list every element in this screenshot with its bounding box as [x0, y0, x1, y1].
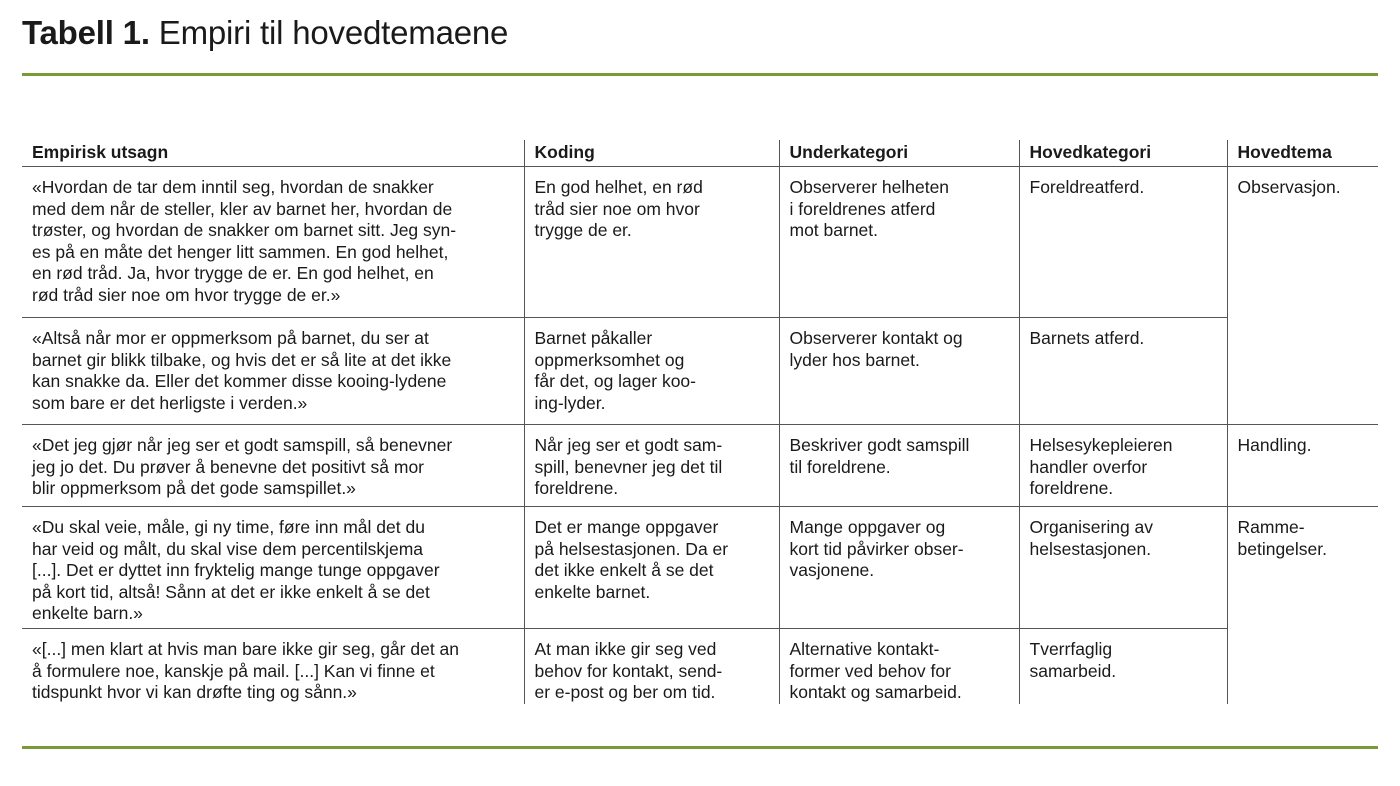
header-coding: Koding — [524, 140, 779, 167]
cell-line: barnet gir blikk tilbake, og hvis det er så lite at det ikke — [32, 349, 452, 370]
table-number: Tabell 1. — [22, 14, 150, 51]
cell-line: Observerer kontakt og — [789, 328, 963, 348]
cell-line: «Det jeg gjør når jeg ser et godt samspill, så benevner — [32, 435, 453, 455]
cell-line: samarbeid. — [1029, 660, 1117, 681]
cell-line: enkelte barnet. — [534, 581, 651, 602]
cell-subcategory — [779, 167, 1019, 318]
cell-line: er e-post og ber om tid. — [534, 682, 716, 702]
cell-line: foreldrene. — [534, 478, 619, 498]
cell-line: til foreldrene. — [789, 456, 891, 477]
cell-line: på helsestasjonen. Da er — [534, 538, 729, 559]
table-row — [22, 318, 1378, 425]
cell-coding — [524, 507, 779, 629]
cell-line: handler overfor — [1029, 456, 1148, 477]
top-rule — [22, 73, 1378, 76]
cell-line: blir oppmerksom på det gode samspillet.» — [32, 478, 356, 498]
cell-statement — [22, 507, 524, 629]
cell-line: Ramme- — [1237, 517, 1305, 537]
cell-line: former ved behov for — [789, 660, 951, 681]
cell-line: Mange oppgaver og — [789, 517, 946, 537]
cell-statement — [22, 629, 524, 704]
cell-line: «Hvordan de tar dem inntil seg, hvordan de snakker — [32, 177, 434, 197]
header-main-category: Hovedkategori — [1019, 140, 1227, 167]
cell-line: å formulere noe, kanskje på mail. [...] Kan vi finne et — [32, 660, 435, 681]
header-row — [22, 140, 1378, 167]
cell-line: Når jeg ser et godt sam- — [534, 435, 723, 455]
table-title — [22, 14, 508, 52]
cell-line: kan snakke da. Eller det kommer disse kooing-lydene — [32, 371, 447, 391]
data-table — [22, 140, 1378, 704]
cell-coding — [524, 318, 779, 425]
cell-line: en rød tråd. Ja, hvor trygge de er. En god helhet, en — [32, 263, 434, 283]
cell-line: oppmerksomhet og — [534, 349, 685, 370]
cell-line: Helsesykepleieren — [1029, 435, 1173, 455]
cell-line: kort tid påvirker obser- — [789, 538, 964, 559]
cell-line: det ikke enkelt å se det — [534, 560, 714, 580]
cell-coding — [524, 167, 779, 318]
table-row — [22, 167, 1378, 318]
cell-main-category — [1019, 507, 1227, 629]
table-caption: Empiri til hovedtemaene — [158, 14, 509, 51]
cell-line: lyder hos barnet. — [789, 349, 920, 370]
cell-line: Organisering av — [1029, 517, 1154, 537]
cell-line: spill, benevner jeg det til — [534, 456, 723, 477]
cell-line: Barnet påkaller — [534, 328, 653, 348]
cell-main-category — [1019, 425, 1227, 507]
cell-subcategory — [779, 507, 1019, 629]
cell-line: ing-lyder. — [534, 392, 606, 413]
cell-line: mot barnet. — [789, 220, 879, 240]
cell-main-category — [1019, 629, 1227, 704]
cell-line: Det er mange oppgaver — [534, 517, 719, 537]
cell-line: Observerer helheten — [789, 177, 950, 197]
cell-subcategory — [779, 629, 1019, 704]
cell-coding — [524, 425, 779, 507]
table-row — [22, 507, 1378, 629]
cell-line: «Du skal veie, måle, gi ny time, føre inn mål det du — [32, 517, 425, 537]
cell-main-category — [1019, 318, 1227, 425]
cell-main-theme — [1227, 507, 1378, 704]
cell-line: trøster, og hvordan de snakker om barnet sitt. Jeg syn- — [32, 220, 457, 240]
cell-line: foreldrene. — [1029, 478, 1114, 498]
cell-line: har veid og målt, du skal vise dem percentilskjema — [32, 538, 424, 559]
cell-statement — [22, 167, 524, 318]
cell-line: Foreldreatferd. — [1029, 177, 1145, 197]
cell-line: jeg jo det. Du prøver å benevne det positivt så mor — [32, 456, 425, 477]
bottom-rule — [22, 746, 1378, 749]
cell-subcategory — [779, 318, 1019, 425]
cell-line: behov for kontakt, send- — [534, 660, 723, 681]
cell-line: «[...] men klart at hvis man bare ikke gir seg, går det an — [32, 639, 460, 659]
cell-line: Observasjon. — [1237, 177, 1341, 197]
cell-statement — [22, 318, 524, 425]
cell-line: får det, og lager koo- — [534, 371, 696, 391]
cell-line: En god helhet, en rød — [534, 177, 703, 197]
cell-main-category — [1019, 167, 1227, 318]
cell-line: enkelte barn.» — [32, 603, 143, 623]
cell-line: At man ikke gir seg ved — [534, 639, 717, 659]
cell-line: rød tråd sier noe om hvor trygge de er.» — [32, 284, 341, 305]
cell-line: kontakt og samarbeid. — [789, 682, 962, 702]
cell-line: vasjonene. — [789, 560, 875, 580]
cell-line: med dem når de steller, kler av barnet her, hvordan de — [32, 198, 453, 219]
cell-line: Beskriver godt samspill — [789, 435, 970, 455]
cell-line: trygge de er. — [534, 220, 632, 240]
cell-line: [...]. Det er dyttet inn fryktelig mange tunge oppgaver — [32, 560, 440, 580]
cell-line: tidspunkt hvor vi kan drøfte ting og sånn.» — [32, 682, 357, 702]
table-row — [22, 425, 1378, 507]
cell-line: Barnets atferd. — [1029, 328, 1145, 348]
header-main-theme: Hovedtema — [1227, 140, 1378, 167]
cell-coding — [524, 629, 779, 704]
cell-main-theme — [1227, 167, 1378, 425]
cell-line: i foreldrenes atferd — [789, 198, 936, 219]
cell-line: «Altså når mor er oppmerksom på barnet, du ser at — [32, 328, 429, 348]
cell-statement — [22, 425, 524, 507]
header-statement: Empirisk utsagn — [32, 142, 169, 163]
cell-line: Handling. — [1237, 435, 1312, 455]
cell-line: som bare er det herligste i verden.» — [32, 392, 308, 413]
table-body — [22, 167, 1378, 704]
cell-line: Alternative kontakt- — [789, 639, 940, 659]
cell-line: tråd sier noe om hvor — [534, 198, 700, 219]
cell-main-theme — [1227, 425, 1378, 507]
cell-line: betingelser. — [1237, 538, 1328, 559]
cell-subcategory — [779, 425, 1019, 507]
cell-line: Tverrfaglig — [1029, 639, 1113, 659]
cell-line: helsestasjonen. — [1029, 538, 1152, 559]
table-row — [22, 629, 1378, 704]
cell-line: på kort tid, altså! Sånn at det er ikke enkelt å se det — [32, 581, 430, 602]
cell-line: es på en måte det henger litt sammen. En god helhet, — [32, 241, 449, 262]
header-subcategory: Underkategori — [779, 140, 1019, 167]
